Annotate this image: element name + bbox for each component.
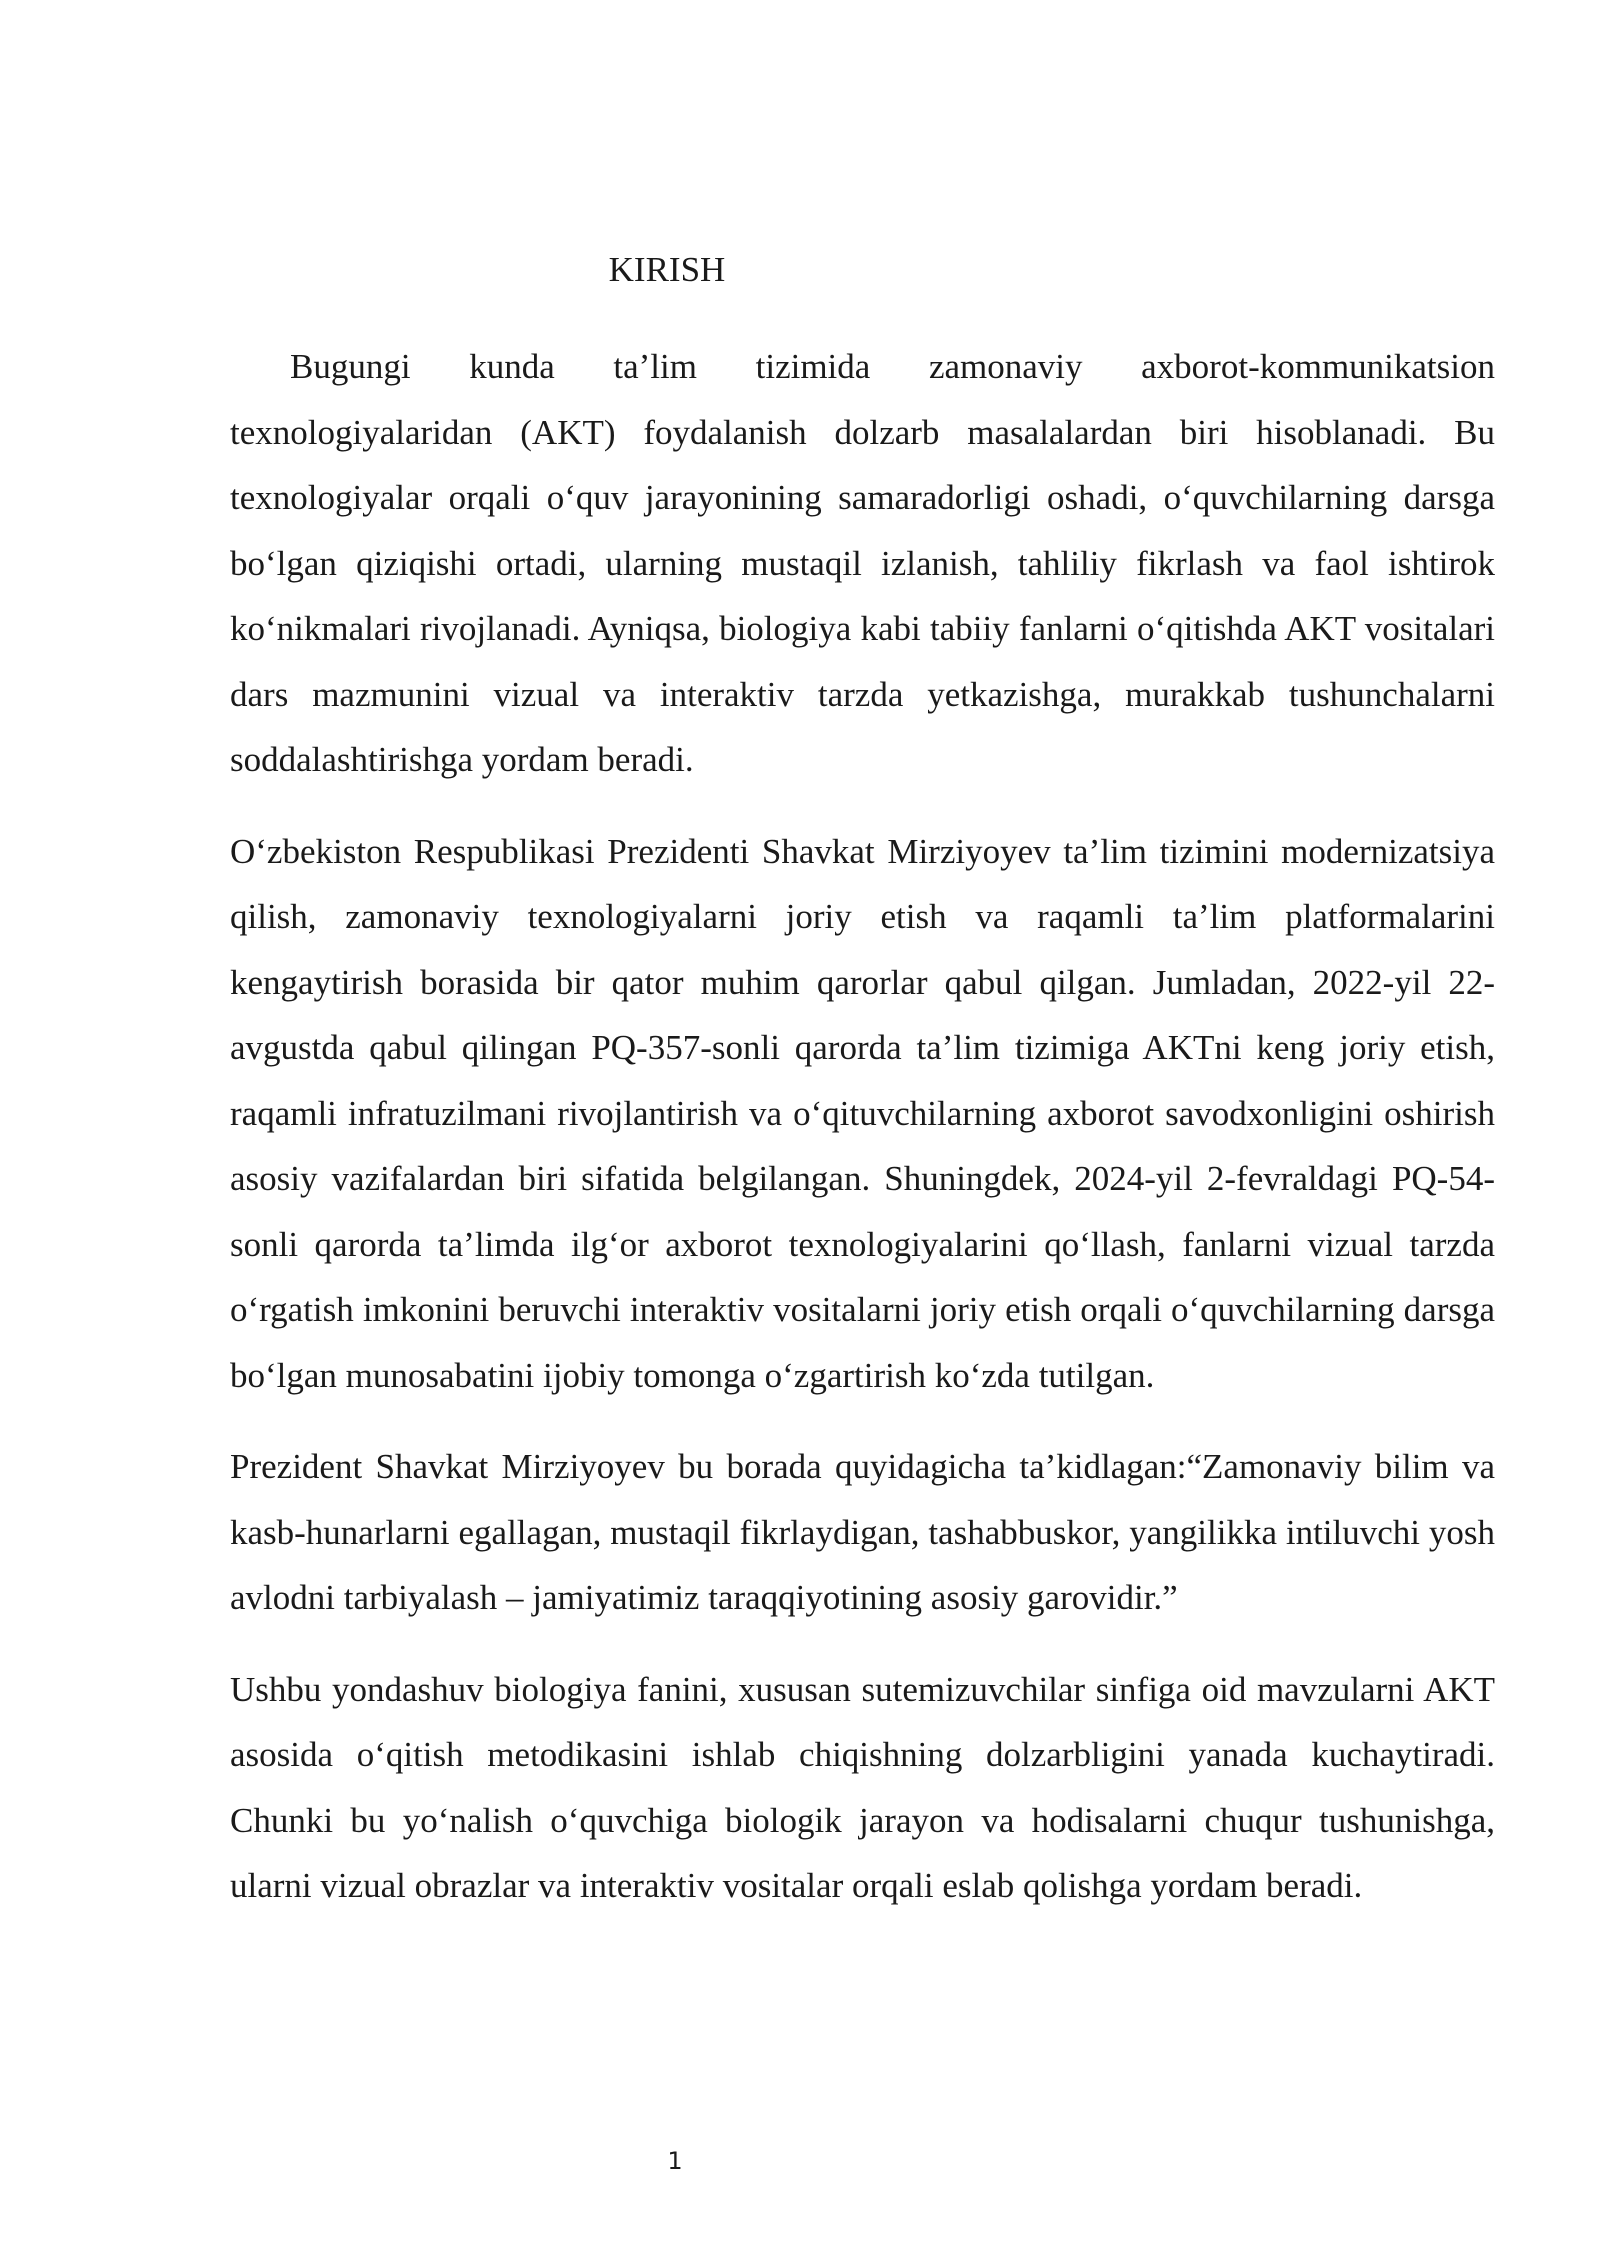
paragraph-4: Ushbu yondashuv biologiya fanini, xususan sutemizuvchilar sinfiga oid mavzularni AKT asosida o‘qitish metodikasini ishlab chiqishning dolzarbligini yanada kuchaytiradi. Chunki bu yo‘nalish o‘quvchiga biologik jarayon va hodisalarni chuqur tushunishga, ularni vizual obrazlar va interaktiv vositalar orqali eslab qolishga yordam beradi.	[230, 1669, 1495, 1905]
page-number: 1	[667, 2147, 683, 2175]
section-heading: KIRISH	[608, 250, 726, 289]
paragraph-2: O‘zbekiston Respublikasi Prezidenti Shavkat Mirziyoyev ta’lim tizimini modernizatsiya qilish, zamonaviy texnologiyalarni joriy etish va raqamli ta’lim platformalarini kengaytirish borasida bir qator muhim qarorlar qabul qilgan. Jumladan, 2022-yil 22-avgustda qabul qilingan PQ-357-sonli qarorda ta’lim tizimiga AKTni keng joriy etish, raqamli infratuzilmani rivojlantirish va o‘qituvchilarning axborot savodxonligini oshirish asosiy vazifalardan biri sifatida belgilangan. Shuningdek, 2024-yil 2-fevraldagi PQ-54-sonli qarorda ta’limda ilg‘or axborot texnologiyalarini qo‘llash, fanlarni vizual tarzda o‘rgatish imkonini beruvchi interaktiv vositalarni joriy etish orqali o‘quvchilarning darsga bo‘lgan munosabatini ijobiy tomonga o‘zgartirish ko‘zda tutilgan.	[230, 831, 1495, 1395]
paragraph-3: Prezident Shavkat Mirziyoyev bu borada quyidagicha ta’kidlagan:“Zamonaviy bilim va kasb-hunarlarni egallagan, mustaqil fikrlaydigan, tashabbuskor, yangilikka intiluvchi yosh avlodni tarbiyalash – jamiyatimiz taraqqiyotining asosiy garovidir.”	[230, 1447, 1495, 1617]
body-text	[230, 334, 1495, 1919]
paragraph-1: Bugungi kunda ta’lim tizimida zamonaviy axborot-kommunikatsion texnologiyalaridan (AKT) foydalanish dolzarb masalalardan biri hisoblanadi. Bu texnologiyalar orqali o‘quv jarayonining samaradorligi oshadi, o‘quvchilarning darsga bo‘lgan qiziqishi ortadi, ularning mustaqil izlanish, tahliliy fikrlash va faol ishtirok ko‘nikmalari rivojlanadi. Ayniqsa, biologiya kabi tabiiy fanlarni o‘qitishda AKT vositalari dars mazmunini vizual va interaktiv tarzda yetkazishga, murakkab tushunchalarni soddalashtirishga yordam beradi.	[230, 347, 1495, 779]
